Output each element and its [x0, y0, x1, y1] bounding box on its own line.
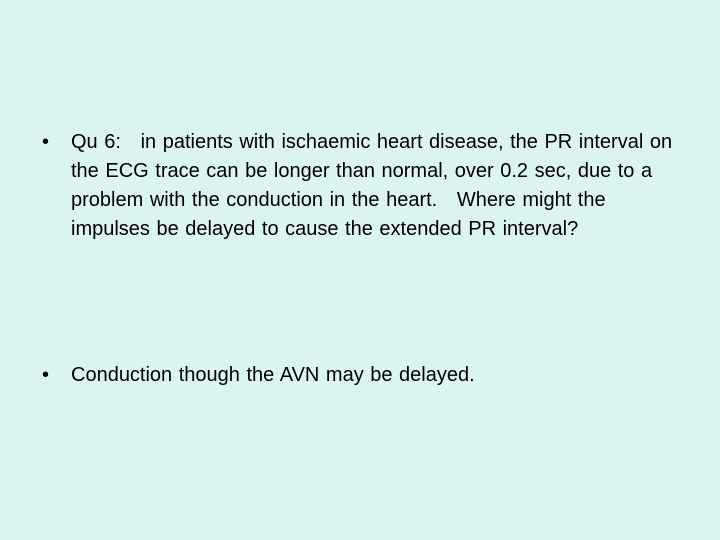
bullet-icon: • — [42, 364, 50, 386]
bullet-icon: • — [42, 131, 50, 153]
answer-bullet — [42, 361, 682, 390]
answer-text: Conduction though the AVN may be delayed. — [71, 364, 475, 386]
question-text: Qu 6: in patients with ischaemic heart disease, the PR interval on the ECG trace can be longer than normal, over 0.2 sec, due to a problem with the conduction in the heart. Where might the impulses be delayed to cause the extended PR interval? — [71, 131, 679, 240]
question-bullet — [42, 128, 682, 244]
